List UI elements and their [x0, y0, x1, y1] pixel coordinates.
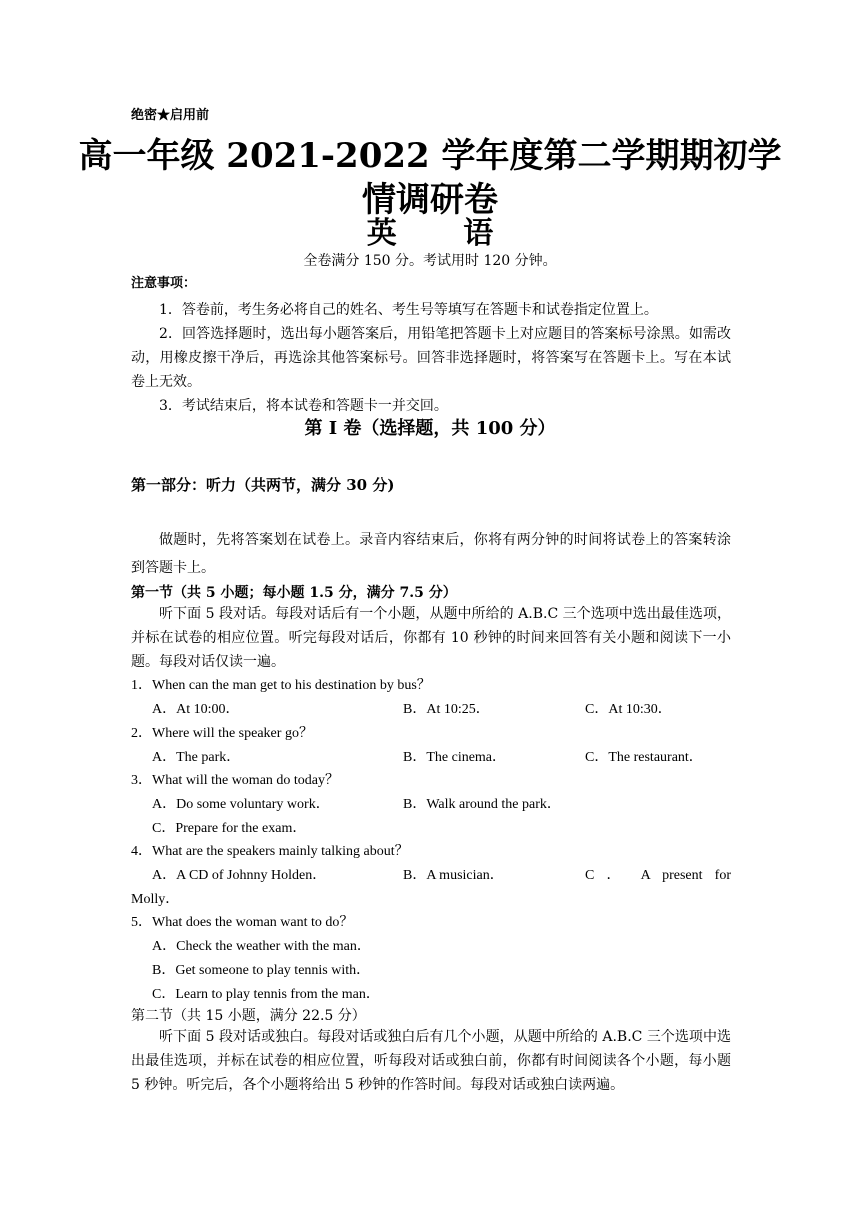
- question-1-stem: 1．When can the man get to his destination by bus？: [131, 678, 431, 693]
- question-4-stem: 4．What are the speakers mainly talking about？: [131, 844, 409, 859]
- notice-item-3: 3．考试结束后，将本试卷和答题卡一并交回。: [159, 398, 448, 414]
- volume-title: 第 I 卷（选择题，共 100 分）: [304, 418, 556, 439]
- exam-title-line1: 高一年级 2021-2022 学年度第二学期期初学: [78, 136, 782, 176]
- question-4-option-c-continued: Molly．: [131, 892, 180, 907]
- notice-item-1: 1．答卷前，考生务必将自己的姓名、考生号等填写在答题卡和试卷指定位置上。: [159, 302, 658, 318]
- section1-heading: 第一节（共 5 小题；每小题 1.5 分，满分 7.5 分）: [131, 585, 457, 601]
- question-1-option-b: B．At 10:25．: [403, 702, 490, 717]
- question-5-option-a: A．Check the weather with the man．: [152, 939, 371, 954]
- question-2-option-c: C．The restaurant．: [585, 750, 703, 765]
- notice-heading: 注意事项：: [131, 276, 197, 291]
- section1-instruction: 听下面 5 段对话。每段对话后有一个小题，从题中所给的 A.B.C 三个选项中选出最佳选项，并标在试卷的相应位置。听完每段对话后，你都有 10 秒钟的时间来回答有关小题和阅读下一小题。每段对话仅读一遍。: [131, 606, 731, 670]
- question-5-option-c: C．Learn to play tennis from the man．: [152, 987, 380, 1002]
- question-4-option-a: A．A CD of Johnny Holden．: [152, 868, 327, 883]
- question-2-option-a: A．The park．: [152, 750, 241, 765]
- section2-heading: 第二节（共 15 小题，满分 22.5 分）: [131, 1008, 366, 1024]
- question-1-option-c: C．At 10:30．: [585, 702, 672, 717]
- question-3-stem: 3．What will the woman do today？: [131, 773, 340, 788]
- question-4-option-c: C ． A present for: [585, 868, 731, 883]
- question-2-option-b: B．The cinema．: [403, 750, 507, 765]
- question-3-option-c: C．Prepare for the exam．: [152, 821, 307, 836]
- question-1-option-a: A．At 10:00．: [152, 702, 240, 717]
- question-5-option-b: B．Get someone to play tennis with．: [152, 963, 371, 978]
- question-3-option-b: B．Walk around the park．: [403, 797, 561, 812]
- part1-heading: 第一部分：听力（共两节，满分 30 分): [131, 476, 395, 494]
- exam-title-line2: 情调研卷: [362, 180, 498, 220]
- question-2-stem: 2．Where will the speaker go？: [131, 726, 313, 741]
- notice-item-2: 2．回答选择题时，选出每小题答案后，用铅笔把答题卡上对应题目的答案标号涂黑。如需改动，用橡皮擦干净后，再选涂其他答案标号。回答非选择题时，将答案写在答题卡上。写在本试卷上无效。: [131, 326, 731, 390]
- question-3-option-a: A．Do some voluntary work．: [152, 797, 330, 812]
- score-time-note: 全卷满分 150 分。考试用时 120 分钟。: [303, 253, 557, 269]
- question-4-option-b: B．A musician．: [403, 868, 504, 883]
- subject-title: 英 语: [366, 216, 522, 251]
- part1-instruction: 做题时，先将答案划在试卷上。录音内容结束后，你将有两分钟的时间将试卷上的答案转涂到答题卡上。: [131, 532, 731, 576]
- question-5-stem: 5．What does the woman want to do？: [131, 915, 354, 930]
- secret-mark: 绝密★启用前: [131, 108, 210, 123]
- section2-instruction: 听下面 5 段对话或独白。每段对话或独白后有几个小题，从题中所给的 A.B.C 三个选项中选出最佳选项，并标在试卷的相应位置，听每段对话或独白前，你都有时间阅读各个小题，每小题 5 秒钟。听完后，各个小题将给出 5 秒钟的作答时间。每段对话或独白读两遍。: [131, 1029, 731, 1093]
